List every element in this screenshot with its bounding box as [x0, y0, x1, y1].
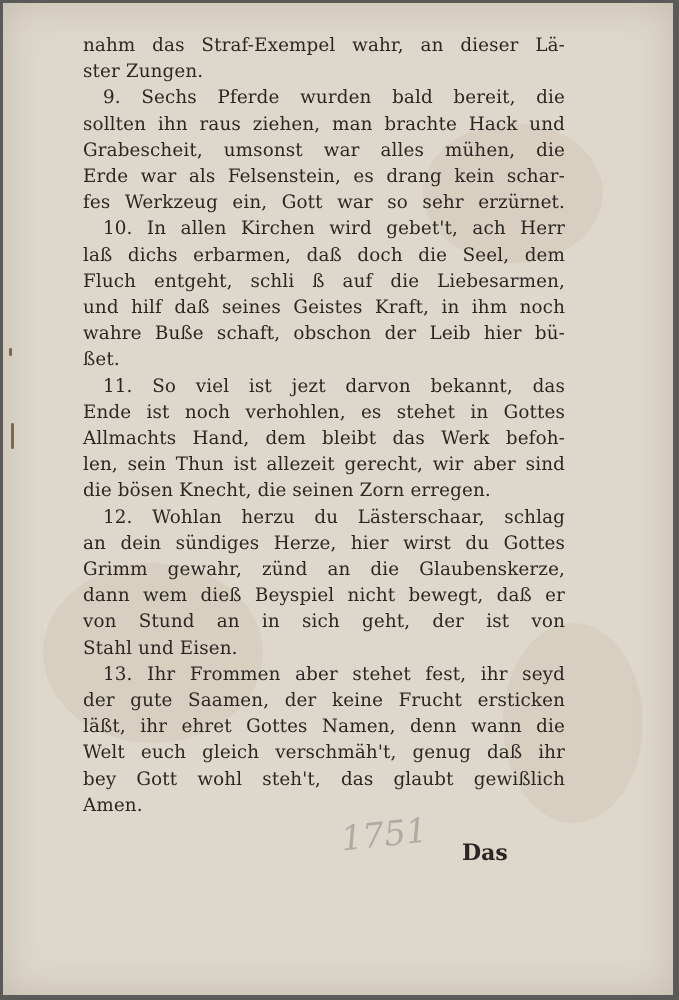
pencil-annotation: 1751	[339, 810, 430, 860]
margin-mark	[9, 348, 12, 356]
text-line: Allmachts Hand, dem bleibt das Werk befoh-	[83, 428, 565, 450]
text-line: der gute Saamen, der keine Frucht ersticken	[83, 690, 565, 712]
text-line: 13. Ihr Frommen aber stehet fest, ihr seyd	[103, 663, 565, 685]
text-line: an dein sündiges Herze, hier wirst du Gottes	[83, 532, 565, 554]
text-line: Erde war als Felsenstein, es drang kein schar-	[83, 166, 565, 188]
text-line: 10. In allen Kirchen wird gebet't, ach Herr	[103, 218, 565, 240]
text-line: 12. Wohlan herzu du Lästerschaar, schlag	[103, 506, 565, 528]
text-line: 11. So viel ist jezt darvon bekannt, das	[103, 375, 565, 397]
text-line: Fluch entgeht, schli ß auf die Liebesarmen,	[83, 270, 565, 292]
text-line: von Stund an in sich geht, der ist von	[83, 611, 565, 633]
text-line: laß dichs erbarmen, daß doch die Seel, dem	[83, 244, 565, 266]
margin-mark	[11, 423, 14, 449]
text-line: dann wem dieß Beyspiel nicht bewegt, daß er	[83, 585, 565, 607]
text-line: läßt, ihr ehret Gottes Namen, denn wann die	[83, 716, 565, 738]
text-line: ßet.	[83, 349, 120, 371]
text-line: die bösen Knecht, die seinen Zorn erregen.	[83, 480, 491, 502]
text-line: Stahl und Eisen.	[83, 637, 238, 659]
text-line: Grabescheit, umsonst war alles mühen, die	[83, 139, 565, 161]
text-line: Grimm gewahr, zünd an die Glaubenskerze,	[83, 559, 565, 581]
book-page	[3, 3, 673, 995]
text-line: und hilf daß seines Geistes Kraft, in ihm noch	[83, 297, 565, 319]
text-line: 9. Sechs Pferde wurden bald bereit, die	[103, 87, 565, 109]
text-line: bey Gott wohl steh't, das glaubt gewißlich	[83, 768, 565, 790]
text-line: nahm das Straf-Exempel wahr, an dieser Lä-	[83, 35, 565, 56]
text-line: sollten ihn raus ziehen, man brachte Hack und	[83, 113, 565, 135]
text-line: fes Werkzeug ein, Gott war so sehr erzürnet.	[83, 192, 565, 214]
text-line: Welt euch gleich verschmäh't, genug daß ihr	[83, 742, 565, 764]
text-line: len, sein Thun ist allezeit gerecht, wir aber sind	[83, 454, 565, 476]
text-line: Ende ist noch verhohlen, es stehet in Gottes	[83, 401, 565, 423]
text-line: Amen.	[83, 794, 143, 816]
text-line: ster Zungen.	[83, 61, 204, 83]
catchword: Das	[462, 840, 508, 866]
poem-text	[83, 33, 565, 819]
text-line: wahre Buße schaft, obschon der Leib hier bü-	[83, 323, 565, 345]
